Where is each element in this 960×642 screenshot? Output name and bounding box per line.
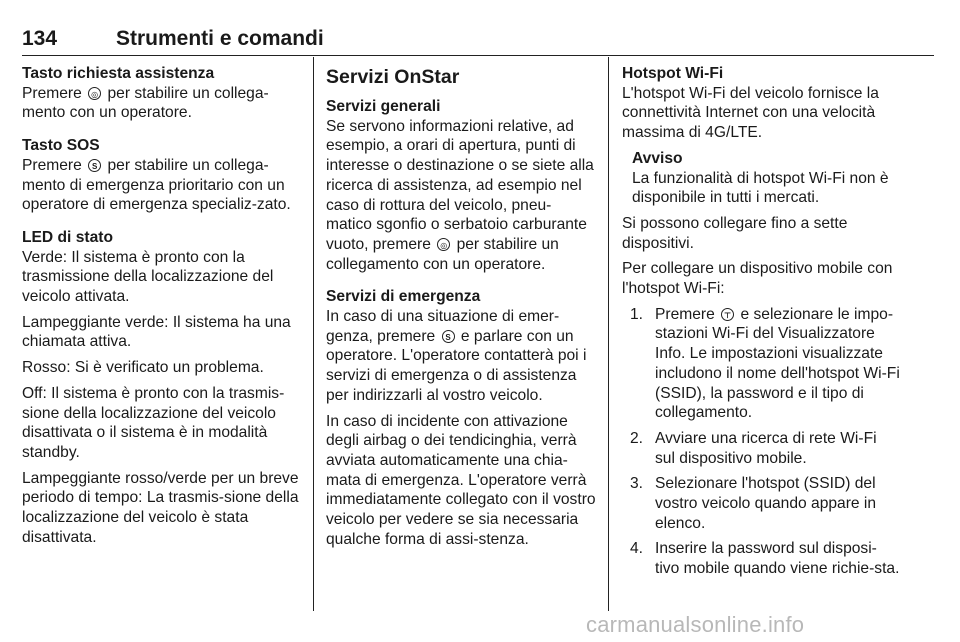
paragraph: Lampeggiante verde: Il sistema ha una chiamata attiva.	[22, 313, 291, 351]
onstar-assistance-icon: ◎	[88, 87, 101, 100]
emergency-services-heading: Servizi di emergenza	[326, 288, 481, 306]
general-services-text	[326, 117, 596, 275]
notice-box	[622, 149, 900, 208]
column-divider-1	[313, 57, 314, 611]
paragraph: Si possono collegare fino a sette dispositivi.	[622, 214, 848, 252]
text-fragment: per stabilire un collega-mento di emergenza prioritario con un operatore di emergenza specializ-zato.	[22, 156, 291, 214]
step-number: 3.	[630, 475, 644, 493]
notice-text: La funzionalità di hotspot Wi-Fi non è disponibile in tutti i mercati.	[632, 169, 889, 207]
sos-icon: S	[442, 330, 455, 343]
text-fragment: Selezionare l'hotspot (SSID) del vostro veicolo quando appare in elenco.	[655, 475, 877, 532]
assistance-button-text	[22, 84, 300, 123]
paragraph: Lampeggiante rosso/verde per un breve periodo di tempo: La trasmis-sione della localizzazione del veicolo è stata disattivata.	[22, 469, 299, 546]
notice-title: Avviso	[632, 149, 683, 167]
text-fragment: Se servono informazioni relative, ad esempio, a orari di apertura, punti di interesse o destinazione o se siete alla ricerca di assistenza, ad esempio nel caso di rottura del veicolo, pneu-matico sgonfio o serbatoio carburante vuoto, premere	[326, 117, 594, 253]
step-number: 2.	[630, 429, 644, 447]
list-item	[630, 474, 900, 533]
text-fragment: In caso di una situazione di emer-genza, premere	[326, 308, 560, 345]
paragraph: In caso di incidente con attivazione degli airbag o dei tendicinghia, verrà avviata automaticamente una chia-mata di emergenza. L'operatore verrà immediatamente collegato con il vostro veicolo per vedere se sia necessaria qualche forma di assi-stenza.	[326, 412, 596, 548]
page-title: Strumenti e comandi	[116, 27, 324, 50]
text-fragment: e selezionare le impo-stazioni Wi-Fi del Visualizzatore Info. Le impostazioni visualizzate includono il nome dell'hotspot Wi-Fi (SSID), la password e il tipo di collegamento.	[655, 305, 900, 422]
text-fragment: e parlare con un operatore. L'operatore contatterà poi i servizi di emergenza o di assistenza per indirizzarli al vostro veicolo.	[326, 327, 587, 404]
emergency-services-text	[326, 307, 596, 406]
text-fragment: per stabilire un collegamento con un operatore.	[326, 235, 559, 273]
onstar-assistance-icon: ◎	[437, 238, 450, 251]
text-fragment: Premere	[655, 305, 715, 323]
paragraph: Off: Il sistema è pronto con la trasmis-sione della localizzazione del veicolo disattivata o il sistema è in modalità standby.	[22, 384, 285, 461]
text-fragment: per stabilire un collega-mento con un operatore.	[22, 84, 269, 122]
page-number: 134	[22, 27, 58, 50]
sos-icon: S	[88, 159, 101, 172]
assistance-button-heading: Tasto richiesta assistenza	[22, 65, 215, 82]
column-right	[622, 64, 900, 585]
column-left	[22, 64, 300, 547]
text-fragment: Premere	[22, 156, 82, 174]
text-fragment: Premere	[22, 84, 82, 102]
text-fragment: Avviare una ricerca di rete Wi-Fi sul dispositivo mobile.	[655, 429, 877, 467]
list-item	[630, 429, 900, 468]
list-item	[630, 305, 900, 423]
text-fragment: Inserire la password sul disposi-tivo mobile quando viene richie-sta.	[655, 540, 900, 578]
general-services-heading: Servizi generali	[326, 98, 441, 115]
step-number: 1.	[630, 305, 644, 323]
list-item	[630, 539, 900, 578]
watermark: carmanualsonline.info	[586, 612, 805, 637]
steps-list	[622, 305, 900, 579]
wifi-hotspot-heading: Hotspot Wi-Fi	[622, 65, 724, 82]
wifi-settings-icon: ⊤	[721, 308, 734, 321]
column-middle	[326, 64, 596, 549]
section-title: Servizi OnStar	[326, 66, 460, 88]
paragraph: L'hotspot Wi-Fi del veicolo fornisce la connettività Internet con una velocità massima di 4G/LTE.	[622, 84, 879, 142]
sos-button-heading: Tasto SOS	[22, 137, 100, 155]
sos-button-text	[22, 156, 300, 215]
page-header	[22, 27, 934, 53]
step-number: 4.	[630, 540, 644, 558]
header-divider	[22, 55, 934, 56]
status-led-heading: LED di stato	[22, 228, 113, 246]
paragraph: Verde: Il sistema è pronto con la trasmissione della localizzazione del veicolo attivata.	[22, 248, 274, 306]
paragraph: Per collegare un dispositivo mobile con l'hotspot Wi-Fi:	[622, 260, 893, 298]
paragraph: Rosso: Si è verificato un problema.	[22, 359, 264, 377]
column-divider-2	[608, 57, 609, 611]
